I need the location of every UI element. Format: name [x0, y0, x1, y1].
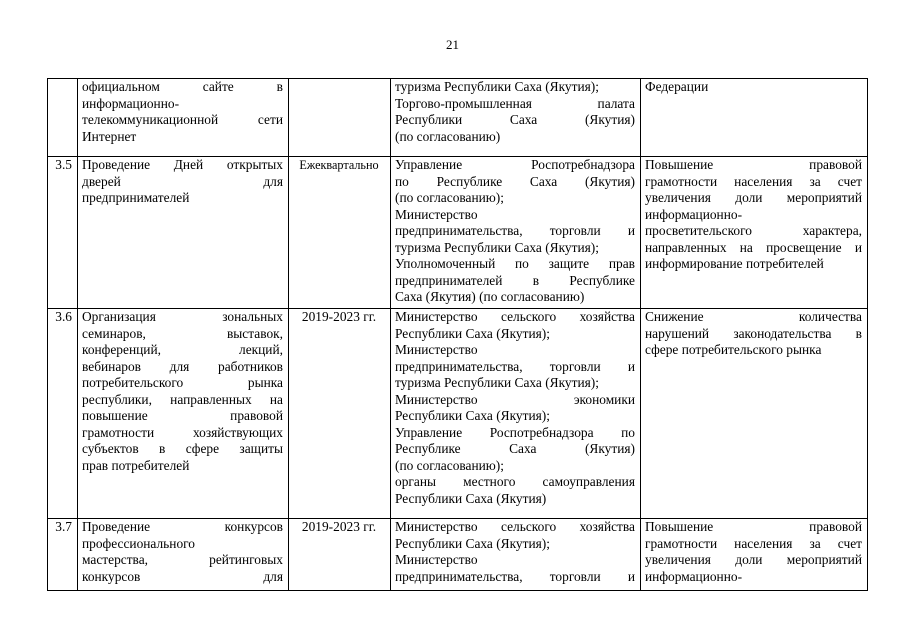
row-number-cell: 3.5 — [48, 157, 78, 309]
event-line: мастерства, рейтинговых — [82, 552, 283, 567]
result-line: Повышение правовой — [645, 519, 862, 534]
executor-line: (по согласованию); — [395, 190, 504, 205]
executor-line: органы местного самоуправления — [395, 474, 635, 489]
event-line: официальном сайте в — [82, 79, 283, 94]
executor-line: Уполномоченный по защите прав — [395, 256, 635, 271]
period-cell: Ежеквартально — [289, 157, 391, 309]
executor-line: предпринимательства, торговли и — [395, 568, 635, 584]
executor-line: Управление Роспотребнадзора — [395, 157, 635, 172]
result-line: грамотности населения за счет — [645, 535, 862, 551]
table-row — [48, 519, 868, 591]
event-line: телекоммуникационной сети — [82, 112, 283, 127]
executor-line: Министерство — [395, 206, 478, 222]
result-line: Федерации — [645, 79, 709, 94]
event-cell — [78, 309, 289, 519]
executor-line: Управление Роспотребнадзора по — [395, 424, 635, 440]
measures-table-body — [48, 79, 868, 591]
executor-line: Республики Саха (Якутия); — [395, 535, 550, 551]
event-line: грамотности хозяйствующих — [82, 424, 283, 440]
result-line: нарушений законодательства в — [645, 325, 862, 341]
result-cell — [641, 309, 868, 519]
executor-line: Республики Саха (Якутия); — [395, 325, 550, 341]
period-cell — [289, 79, 391, 157]
event-line: Проведение конкурсов — [82, 519, 283, 534]
executor-cell — [391, 519, 641, 591]
event-line: Интернет — [82, 128, 137, 144]
executor-line: Министерство — [395, 342, 478, 357]
event-line: дверей для — [82, 173, 283, 189]
executor-line: предпринимательства, торговли и — [395, 358, 635, 374]
result-line: Снижение количества — [645, 309, 862, 324]
event-line: прав потребителей — [82, 457, 190, 473]
executor-line: Министерство экономики — [395, 391, 635, 407]
table-row — [48, 157, 868, 309]
event-cell — [78, 79, 289, 157]
event-line: Организация зональных — [82, 309, 283, 324]
executor-line: Министерство сельского хозяйства — [395, 519, 635, 534]
table-row — [48, 309, 868, 519]
executor-line: (по согласованию) — [395, 128, 501, 144]
result-cell — [641, 157, 868, 309]
page-number: 21 — [446, 37, 459, 52]
result-line: просветительского характера, — [645, 223, 862, 238]
event-line: семинаров, выставок, — [82, 325, 283, 341]
executor-line: Торгово-промышленная палата — [395, 95, 635, 111]
event-line: Проведение Дней открытых — [82, 157, 283, 172]
event-line: предпринимателей — [82, 190, 190, 205]
executor-line: туризма Республики Саха (Якутия); — [395, 239, 599, 255]
result-line: информирование потребителей — [645, 256, 824, 271]
executor-line: туризма Республики Саха (Якутия); — [395, 79, 599, 94]
result-line: грамотности населения за счет — [645, 173, 862, 189]
executor-line: по Республике Саха (Якутия) — [395, 173, 635, 189]
executor-line: Саха (Якутия) (по согласованию) — [395, 289, 585, 304]
event-line: информационно- — [82, 95, 180, 111]
executor-line: Республики Саха (Якутия) — [395, 490, 547, 506]
result-line: направленных на просвещение и — [645, 239, 862, 255]
executor-line: (по согласованию); — [395, 457, 504, 473]
row-number-cell: 3.6 — [48, 309, 78, 519]
event-line: конкурсов для — [82, 568, 283, 584]
event-line: республики, направленных на — [82, 391, 283, 407]
event-line: субъектов в сфере защиты — [82, 441, 283, 456]
executor-line: туризма Республики Саха (Якутия); — [395, 375, 599, 390]
measures-table — [47, 78, 868, 591]
result-line: увеличения доли мероприятий — [645, 552, 862, 567]
result-cell — [641, 519, 868, 591]
executor-cell — [391, 309, 641, 519]
event-cell — [78, 157, 289, 309]
event-line: профессионального — [82, 535, 195, 551]
executor-line: Министерство сельского хозяйства — [395, 309, 635, 324]
result-cell — [641, 79, 868, 157]
event-line: вебинаров для работников — [82, 358, 283, 374]
executor-line: Республике Саха (Якутия) — [395, 441, 635, 456]
result-line: информационно- — [645, 206, 743, 222]
executor-line: Министерство — [395, 552, 478, 567]
period-cell: 2019-2023 гг. — [289, 519, 391, 591]
row-number-cell: 3.7 — [48, 519, 78, 591]
executor-line: предпринимателей в Республике — [395, 272, 635, 288]
event-line: повышение правовой — [82, 408, 283, 423]
executor-cell — [391, 79, 641, 157]
event-line: конференций, лекций, — [82, 342, 283, 357]
result-line: Повышение правовой — [645, 157, 862, 172]
executor-cell — [391, 157, 641, 309]
table-row — [48, 79, 868, 157]
executor-line: Республики Саха (Якутия) — [395, 112, 635, 127]
executor-line: Республики Саха (Якутия); — [395, 408, 550, 423]
event-line: потребительского рынка — [82, 375, 283, 390]
period-cell: 2019-2023 гг. — [289, 309, 391, 519]
event-cell — [78, 519, 289, 591]
result-line: увеличения доли мероприятий — [645, 190, 862, 205]
result-line: сфере потребительского рынка — [645, 342, 822, 357]
executor-line: предпринимательства, торговли и — [395, 223, 635, 238]
result-line: информационно- — [645, 568, 743, 584]
row-number-cell — [48, 79, 78, 157]
